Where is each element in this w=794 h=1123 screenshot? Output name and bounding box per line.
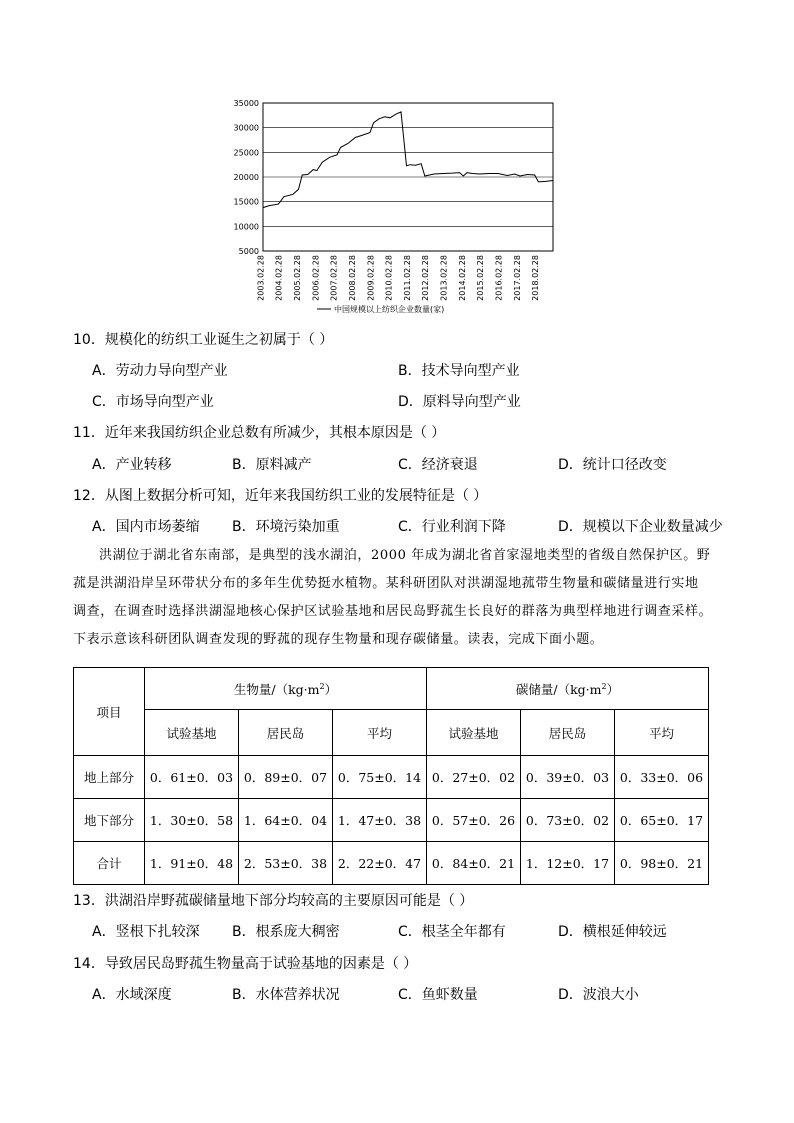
question-10-stem: 10．规模化的纺织工业诞生之初属于（ ）: [73, 332, 334, 348]
legend-label: 中国规模以上纺织企业数量(家): [334, 305, 445, 314]
x-tick-label: 2016.02.28: [494, 255, 504, 301]
enterprise-count-chart: [225, 95, 565, 320]
y-tick-label: 5000: [238, 247, 259, 256]
question-11-stem: 11．近年来我国纺织企业总数有所减少，其根本原因是（ ）: [73, 425, 446, 441]
x-tick-label: 2017.02.28: [512, 255, 522, 301]
question-11-option-c[interactable]: C．经济衰退: [398, 457, 478, 473]
x-tick-label: 2013.02.28: [439, 255, 449, 301]
table-cell: 1．30±0．58: [145, 799, 239, 842]
row-label: 地下部分: [74, 799, 145, 842]
header-carbon-close: ）: [606, 681, 620, 697]
question-13-option-a[interactable]: A．竖根下扎较深: [92, 924, 200, 940]
question-12-option-a[interactable]: A．国内市场萎缩: [92, 519, 200, 535]
header-biomass-close: ）: [324, 681, 338, 697]
x-tick-label: 2014.02.28: [457, 255, 467, 301]
x-tick-label: 2008.02.28: [347, 255, 357, 301]
x-tick-label: 2004.02.28: [274, 255, 284, 301]
table-cell: 0．33±0．06: [615, 756, 709, 799]
table-cell: 1．47±0．38: [333, 799, 427, 842]
subheader-cell: 试验基地: [145, 710, 239, 756]
table-cell: 0．65±0．17: [615, 799, 709, 842]
table-cell: 2．22±0．47: [333, 842, 427, 885]
question-14-stem: 14．导致居民岛野菰生物量高于试验基地的因素是（ ）: [73, 956, 418, 972]
table-cell: 1．12±0．17: [521, 842, 615, 885]
passage-line-4: 下表示意该科研团队调查发现的野菰的现存生物量和现存碳储量。读表，完成下面小题。: [73, 632, 604, 647]
question-11-option-d[interactable]: D．统计口径改变: [558, 457, 667, 473]
y-tick-label: 10000: [233, 222, 259, 232]
question-11-option-a[interactable]: A．产业转移: [92, 457, 172, 473]
x-tick-label: 2006.02.28: [311, 255, 321, 301]
subheader-cell: 平均: [615, 710, 709, 756]
x-tick-label: 2009.02.28: [366, 255, 376, 301]
x-tick-label: 2018.02.28: [531, 255, 541, 301]
question-14-option-a[interactable]: A．水域深度: [92, 987, 172, 1003]
reading-passage: [73, 542, 733, 654]
table-cell: 0．39±0．03: [521, 756, 615, 799]
question-12-option-c[interactable]: C．行业利润下降: [398, 519, 506, 535]
x-tick-label: 2012.02.28: [421, 255, 431, 301]
header-carbon-exp: 2: [601, 681, 607, 691]
table-cell: 0．75±0．14: [333, 756, 427, 799]
y-tick-label: 30000: [233, 123, 259, 133]
y-tick-label: 35000: [233, 99, 259, 108]
question-12-stem: 12．从图上数据分析可知，近年来我国纺织工业的发展特征是（ ）: [73, 488, 488, 504]
question-10-option-c[interactable]: C．市场导向型产业: [92, 394, 214, 410]
passage-line-1: 洪湖位于湖北省东南部，是典型的浅水湖泊，2000 年成为湖北省首家湿地类型的省级自然保护区。野: [99, 548, 711, 563]
x-tick-label: 2011.02.28: [402, 255, 412, 301]
row-label: 地上部分: [74, 756, 145, 799]
table-cell: 0．89±0．07: [239, 756, 333, 799]
subheader-cell: 居民岛: [521, 710, 615, 756]
x-tick-label: 2015.02.28: [476, 255, 486, 301]
table-cell: 1．91±0．48: [145, 842, 239, 885]
y-tick-label: 15000: [233, 197, 259, 207]
series-line-enterprise-count: [263, 112, 553, 208]
header-carbon: [427, 668, 709, 710]
table-cell: 0．98±0．21: [615, 842, 709, 885]
table-cell: 1．64±0．04: [239, 799, 333, 842]
table-cell: 0．73±0．02: [521, 799, 615, 842]
table-cell: 0．84±0．21: [427, 842, 521, 885]
question-10-option-a[interactable]: A．劳动力导向型产业: [92, 363, 228, 379]
table-cell: 0．27±0．02: [427, 756, 521, 799]
table-subheader-row: [74, 710, 709, 756]
question-14-option-b[interactable]: B．水体营养状况: [232, 987, 340, 1003]
question-13-stem: 13．洪湖沿岸野菰碳储量地下部分均较高的主要原因可能是（ ）: [73, 893, 474, 909]
table-cell: 0．61±0．03: [145, 756, 239, 799]
question-10-option-d[interactable]: D．原料导向型产业: [398, 394, 521, 410]
header-item: 项目: [74, 668, 145, 756]
chart-svg: [225, 95, 565, 320]
table-cell: 0．57±0．26: [427, 799, 521, 842]
header-biomass-label: 生物量/（kg·m: [233, 681, 320, 697]
x-tick-label: 2007.02.28: [329, 255, 339, 301]
header-carbon-label: 碳储量/（kg·m: [515, 681, 602, 697]
question-13-option-d[interactable]: D．横根延伸较远: [558, 924, 667, 940]
question-10-option-b[interactable]: B．技术导向型产业: [398, 363, 520, 379]
subheader-cell: 试验基地: [427, 710, 521, 756]
question-14-option-d[interactable]: D．波浪大小: [558, 987, 639, 1003]
table-row: [74, 756, 709, 799]
question-13-option-c[interactable]: C．根茎全年都有: [398, 924, 506, 940]
table-row: [74, 799, 709, 842]
x-tick-label: 2010.02.28: [384, 255, 394, 301]
passage-line-2: 菰是洪湖沿岸呈环带状分布的多年生优势挺水植物。某科研团队对洪湖湿地菰带生物量和碳储量进行实地: [73, 576, 699, 591]
table-header-row: [74, 668, 709, 710]
question-12-option-d[interactable]: D．规模以下企业数量减少: [558, 519, 723, 535]
question-14-option-c[interactable]: C．鱼虾数量: [398, 987, 478, 1003]
x-tick-label: 2003.02.28: [256, 255, 266, 301]
y-tick-label: 25000: [233, 148, 259, 158]
header-biomass-exp: 2: [319, 681, 325, 691]
x-tick-label: 2005.02.28: [293, 255, 303, 301]
y-tick-label: 20000: [233, 173, 259, 182]
passage-line-3: 调查，在调查时选择洪湖湿地核心保护区试验基地和居民岛野菰生长良好的群落为典型样地进行调查采样。: [73, 604, 713, 619]
subheader-cell: 平均: [333, 710, 427, 756]
question-11-option-b[interactable]: B．原料减产: [232, 457, 312, 473]
table-row: [74, 842, 709, 885]
table-cell: 2．53±0．38: [239, 842, 333, 885]
question-13-option-b[interactable]: B．根系庞大稠密: [232, 924, 340, 940]
subheader-cell: 居民岛: [239, 710, 333, 756]
biomass-carbon-table: [73, 667, 709, 885]
question-12-option-b[interactable]: B．环境污染加重: [232, 519, 340, 535]
row-label: 合计: [74, 842, 145, 885]
header-biomass: [145, 668, 427, 710]
